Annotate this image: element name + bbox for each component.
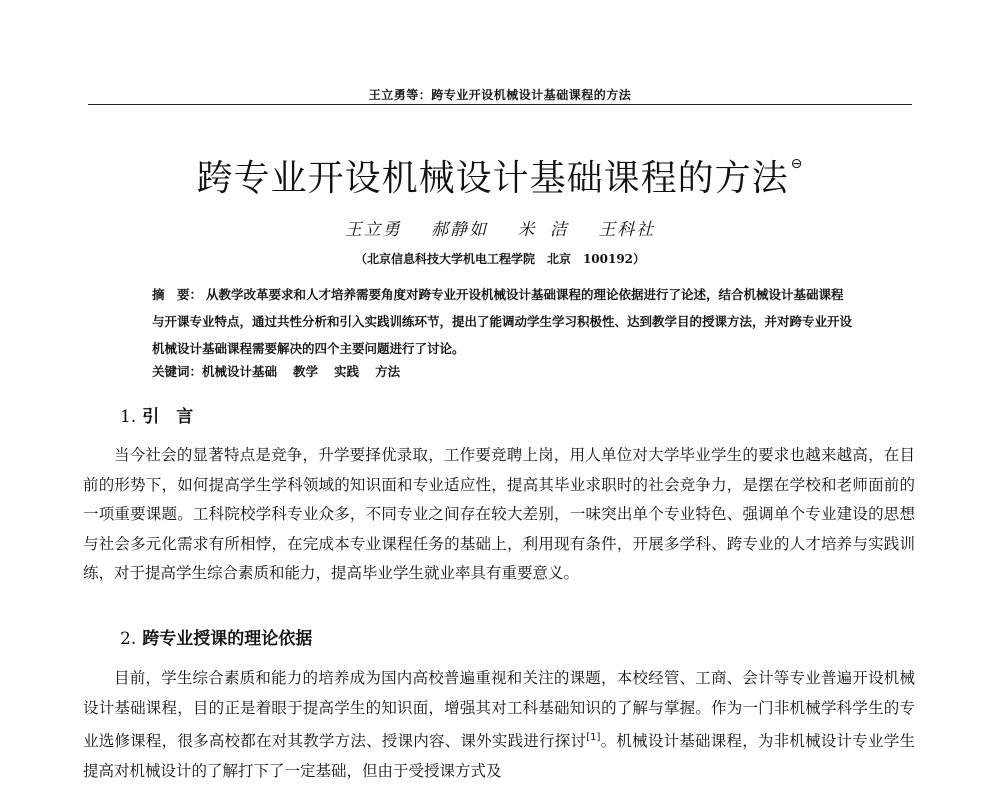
abstract-text: 从教学改革要求和人才培养需要角度对跨专业开设机械设计基础课程的理论依据进行了论述，结合机械设计基础课程与开课专业特点，通过共性分析和引入实践训练环节，提出了能调动学生学习积极性、达到教学目的授课方法，并对跨专业开设机械设计基础课程需要解决的四个主要问题进行了讨论。 bbox=[152, 287, 853, 356]
section-paragraph: 当今社会的显著特点是竞争，升学要择优录取，工作要竞聘上岗，用人单位对大学毕业学生的要求也越来越高，在目前的形势下，如何提高学生学科领域的知识面和专业适应性，提高其毕业求职时的社会竞争力，是摆在学校和老师面前的一项重要课题。工科院校学科专业众多，不同专业之间存在较大差别，一味突出单个专业特色、强调单个专业建设的思想与社会多元化需求有所相悖，在完成本专业课程任务的基础上，利用现有条件，开展多学科、跨专业的人才培养与实践训练，对于提高学生综合素质和能力，提高毕业学生就业率具有重要意义。 bbox=[83, 446, 915, 582]
section-number: 2. bbox=[120, 629, 137, 649]
section-paragraph bbox=[83, 664, 915, 786]
keywords bbox=[152, 362, 852, 380]
abstract-label: 摘 要： bbox=[152, 287, 203, 302]
keyword: 实践 bbox=[334, 364, 360, 379]
keyword: 方法 bbox=[375, 364, 401, 379]
title-footnote-mark: ⊖ bbox=[790, 156, 804, 172]
affiliation: （北京信息科技大学机电工程学院 北京 100192） bbox=[354, 252, 646, 266]
section-heading-theory bbox=[120, 624, 312, 649]
header-rule bbox=[88, 104, 912, 105]
paper-title bbox=[0, 150, 1000, 201]
author: 王立勇 bbox=[344, 220, 402, 240]
running-header: 王立勇等：跨专业开设机械设计基础课程的方法 bbox=[368, 88, 632, 102]
paper-title-text: 跨专业开设机械设计基础课程的方法 bbox=[196, 158, 789, 199]
author: 王科社 bbox=[598, 220, 656, 240]
section-title: 引 言 bbox=[142, 407, 194, 427]
keywords-label: 关键词： bbox=[152, 364, 203, 379]
section-heading-introduction bbox=[120, 402, 193, 427]
paragraph-text: 目前，学生综合素质和能力的培养成为国内高校普遍重视和关注的课题，本校经管、工商、会计等专业普遍开设机械设计基础课程，目的正是着眼于提高学生的知识面，增强其对工科基础知识的了解与掌握。作为一门非机械学科学生的专业选修课程，很多高校都在对其教学方法、授课内容、课外实践进行探讨 bbox=[83, 669, 915, 751]
author: 米 洁 bbox=[517, 220, 569, 240]
keyword: 教学 bbox=[293, 364, 319, 379]
keyword: 机械设计基础 bbox=[202, 364, 278, 379]
paragraph-text-tail: 。机械设计基础课程，为非机械设计专业学生提高对机械设计的了解打下了一定基础，但由于受授课方式及 bbox=[83, 732, 915, 780]
section-number: 1. bbox=[120, 407, 137, 427]
section-title: 跨专业授课的理论依据 bbox=[142, 629, 313, 649]
abstract bbox=[152, 281, 852, 362]
author: 郝静如 bbox=[431, 220, 489, 240]
citation: [1] bbox=[586, 732, 601, 743]
author-list bbox=[0, 215, 1000, 240]
